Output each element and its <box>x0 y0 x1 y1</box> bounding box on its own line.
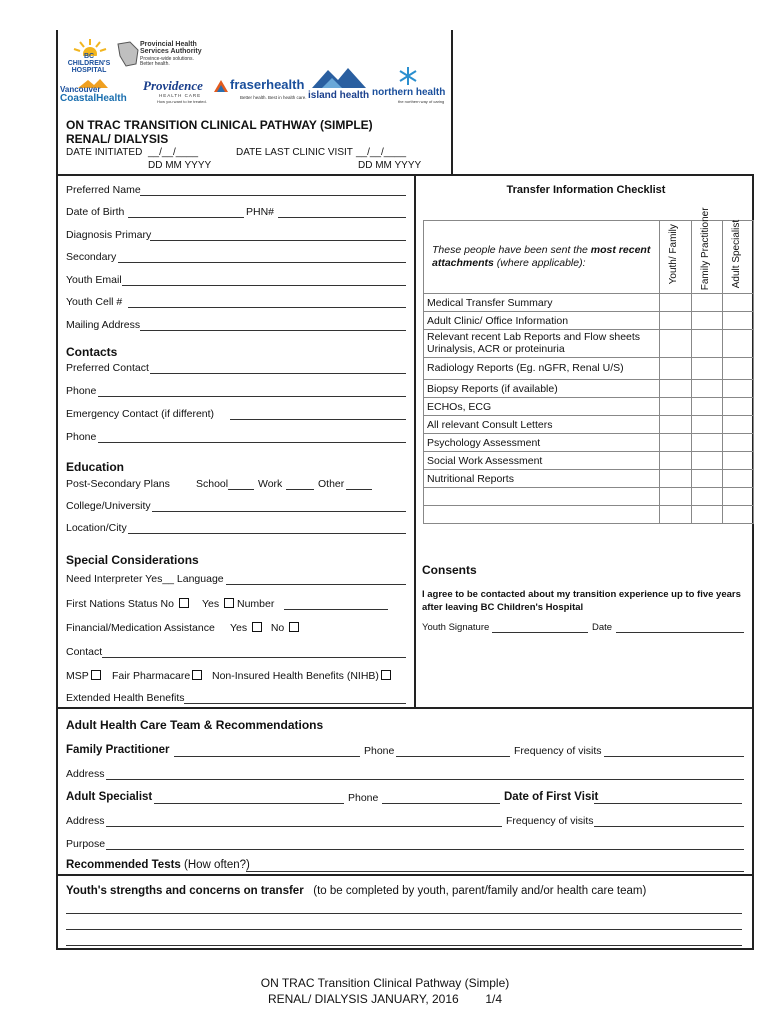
youth-signature-field[interactable] <box>492 632 588 633</box>
youth-checkbox[interactable] <box>660 452 691 470</box>
contact-field[interactable] <box>102 657 406 658</box>
family-practitioner-label: Family Practitioner <box>66 744 170 756</box>
adult-checkbox[interactable] <box>722 488 753 506</box>
page-number: 1/4 <box>485 992 503 1006</box>
college-field[interactable] <box>152 511 406 512</box>
education-heading: Education <box>66 460 125 474</box>
as-frequency-label: Frequency of visits <box>506 815 594 827</box>
strengths-section-border <box>56 874 754 876</box>
page-subtitle: RENAL/ DIALYSIS <box>66 132 169 146</box>
checklist-item: Nutritional Reports <box>424 470 660 488</box>
checklist-item: Medical Transfer Summary <box>424 294 660 312</box>
fraser-name: fraserhealth <box>230 77 305 92</box>
header-divider <box>451 30 453 174</box>
adult-checkbox[interactable] <box>722 294 753 312</box>
date-initiated-format: DD MM YYYY <box>148 160 212 171</box>
dob-field[interactable] <box>128 217 244 218</box>
strengths-heading <box>66 885 646 897</box>
checklist-blank-row <box>424 506 660 524</box>
left-border <box>56 30 58 950</box>
checklist-item: Social Work Assessment <box>424 452 660 470</box>
youth-checkbox[interactable] <box>660 506 691 524</box>
fraserhealth-logo <box>212 74 308 104</box>
location-label: Location/City <box>66 522 127 534</box>
emergency-contact-field[interactable] <box>230 419 406 420</box>
strengths-note: (to be completed by youth, parent/family and/or health care team) <box>313 885 647 897</box>
contact-label: Contact <box>66 646 103 658</box>
youth-email-label: Youth Email <box>66 274 122 286</box>
phsa-tagline1: Province-wide solutions. <box>140 56 194 62</box>
diagnosis-primary-field[interactable] <box>150 240 406 241</box>
financial-no-text: No <box>270 622 285 634</box>
providence-sub: HEALTH CARE <box>159 93 202 98</box>
preferred-contact-field[interactable] <box>150 373 406 374</box>
strengths-line-2[interactable] <box>66 929 742 930</box>
preferred-name-field[interactable] <box>140 195 406 196</box>
date-first-visit-field[interactable] <box>594 803 742 804</box>
checklist-item <box>424 330 660 358</box>
fraser-leaf-icon <box>212 78 230 94</box>
interpreter-label: Need Interpreter Yes__ Language <box>66 573 224 585</box>
adult-checkbox[interactable] <box>722 470 753 488</box>
checklist-table <box>423 207 754 524</box>
adult-checkbox[interactable] <box>722 358 753 380</box>
fp-frequency-field[interactable] <box>604 756 744 757</box>
other-field[interactable] <box>346 489 372 490</box>
nihb-checkbox[interactable] <box>381 670 391 680</box>
special-heading: Special Considerations <box>66 553 199 567</box>
urinalysis-text: Urinalysis, ACR or proteinuria <box>427 342 565 355</box>
diagnosis-primary-label: Diagnosis Primary <box>66 229 152 241</box>
how-often-text: (How often?) <box>184 859 250 871</box>
bcch-line3: HOSPITAL <box>71 67 107 74</box>
fair-pharmacare-text: Fair Pharmacare <box>112 670 191 682</box>
youth-checkbox[interactable] <box>660 470 691 488</box>
consent-date-field[interactable] <box>616 632 744 633</box>
vch-line2: CoastalHealth <box>60 93 127 104</box>
phn-field[interactable] <box>278 217 406 218</box>
school-label: School <box>196 478 229 490</box>
fraser-tagline: Better health. Best in health care. <box>240 95 307 100</box>
footer-line2 <box>0 992 770 1006</box>
adult-specialist-field[interactable] <box>154 803 344 804</box>
work-label: Work <box>258 478 283 490</box>
mailing-address-label: Mailing Address <box>66 319 141 331</box>
msp-text: MSP <box>66 670 89 682</box>
bc-map-icon <box>116 40 140 68</box>
phsa-line1: Provincial Health <box>140 41 197 48</box>
date-last-clinic-label: DATE LAST CLINIC VISIT <box>236 147 353 158</box>
first-nations-yes-text: Yes <box>202 598 220 610</box>
family-practitioner-field[interactable] <box>174 756 360 757</box>
checklist-blank-row <box>424 488 660 506</box>
providence-tagline: How you want to be treated. <box>157 99 207 104</box>
adult-checkbox[interactable] <box>722 416 753 434</box>
post-secondary-label: Post-Secondary Plans <box>66 478 170 490</box>
phone1-label: Phone <box>66 385 97 397</box>
phone2-label: Phone <box>66 431 97 443</box>
youth-checkbox[interactable] <box>660 294 691 312</box>
nihb-text: Non-Insured Health Benefits (NIHB) <box>212 670 379 682</box>
as-phone-field[interactable] <box>382 803 500 804</box>
intro-plain: These people have been sent the <box>432 243 591 256</box>
youth-checkbox[interactable] <box>660 398 691 416</box>
lab-reports-text: Relevant recent Lab Reports and Flow sheets <box>427 331 641 343</box>
strengths-line-3[interactable] <box>66 945 742 946</box>
date-last-clinic-field[interactable]: __/__/____ <box>356 147 407 158</box>
checklist-item: Radiology Reports (Eg. nGFR, Renal U/S) <box>424 358 660 380</box>
phsa-logo <box>116 40 206 70</box>
date-first-visit-label: Date of First Visit <box>504 791 599 803</box>
bcch-line2: CHILDREN'S <box>67 60 111 67</box>
family-checkbox[interactable] <box>691 452 722 470</box>
secondary-field[interactable] <box>118 262 406 263</box>
msp-checkbox[interactable] <box>91 670 101 680</box>
phone2-field[interactable] <box>98 442 406 443</box>
first-nations-yes-checkbox[interactable] <box>224 598 234 608</box>
vch-line1: Vancouver <box>60 85 101 94</box>
island-name: island health <box>308 90 370 101</box>
family-checkbox[interactable] <box>691 380 722 398</box>
date-initiated-label: DATE INITIATED <box>66 147 143 158</box>
youth-cell-field[interactable] <box>128 307 406 308</box>
consents-text: I agree to be contacted about my transition experience up to five years after leaving BC Children's Hospital <box>422 589 741 614</box>
strengths-line-1[interactable] <box>66 913 742 914</box>
checklist-item: All relevant Consult Letters <box>424 416 660 434</box>
mailing-address-field[interactable] <box>140 330 406 331</box>
first-nations-text: First Nations Status No <box>66 598 174 610</box>
fp-frequency-label: Frequency of visits <box>514 745 602 757</box>
youth-cell-label: Youth Cell # <box>66 296 123 308</box>
secondary-label: Secondary <box>66 251 117 263</box>
col-adult-label: Adult Specialist <box>730 219 742 289</box>
dob-label: Date of Birth <box>66 206 125 218</box>
as-address-field[interactable] <box>106 826 502 827</box>
adult-checkbox[interactable] <box>722 506 753 524</box>
intro-plain2: (where applicable): <box>493 257 586 269</box>
column-divider <box>414 174 416 708</box>
family-checkbox[interactable] <box>691 312 722 330</box>
footer-line1: ON TRAC Transition Clinical Pathway (Simple) <box>260 976 510 990</box>
fp-phone-label: Phone <box>364 745 395 757</box>
youth-checkbox[interactable] <box>660 330 691 358</box>
work-field[interactable] <box>286 489 314 490</box>
family-checkbox[interactable] <box>691 488 722 506</box>
first-nations-label <box>66 598 189 610</box>
college-label: College/University <box>66 500 151 512</box>
checklist-item: Biopsy Reports (if available) <box>424 380 660 398</box>
vch-logo <box>60 78 140 104</box>
family-checkbox[interactable] <box>691 398 722 416</box>
checklist-item: Psychology Assessment <box>424 434 660 452</box>
col-family-header <box>691 207 722 294</box>
date-last-clinic-format: DD MM YYYY <box>358 160 422 171</box>
fair-pharmacare-label <box>112 670 202 682</box>
col-youth-label: Youth/ Family <box>668 224 680 285</box>
adult-checkbox[interactable] <box>722 312 753 330</box>
youth-checkbox[interactable] <box>660 312 691 330</box>
number-label: Number <box>236 598 275 610</box>
purpose-label: Purpose <box>66 838 106 850</box>
fair-pharmacare-checkbox[interactable] <box>192 670 202 680</box>
youth-email-field[interactable] <box>122 285 406 286</box>
financial-no-checkbox[interactable] <box>289 622 299 632</box>
financial-yes-checkbox[interactable] <box>252 622 262 632</box>
providence-logo <box>143 76 211 104</box>
col-adult-header <box>722 221 753 294</box>
emergency-contact-label: Emergency Contact (if different) <box>66 408 215 420</box>
recommended-tests-text: Recommended Tests <box>66 859 181 871</box>
consent-date-label: Date <box>592 622 613 633</box>
northern-name: northern health <box>372 87 446 98</box>
recommended-tests-field[interactable] <box>246 871 744 872</box>
family-checkbox[interactable] <box>691 358 722 380</box>
family-checkbox[interactable] <box>691 416 722 434</box>
as-address-label: Address <box>66 815 105 827</box>
northern-tagline: the northern way of caring <box>398 99 445 104</box>
snowflake-icon <box>398 66 418 86</box>
consents-heading: Consents <box>422 563 477 577</box>
bcch-line1: BC <box>83 53 95 60</box>
adult-checkbox[interactable] <box>722 330 753 358</box>
msp-label <box>66 670 101 682</box>
northern-health-logo <box>372 66 450 104</box>
date-initiated-field[interactable]: __/__/____ <box>148 147 199 158</box>
youth-signature-label: Youth Signature <box>422 622 490 633</box>
fp-phone-field[interactable] <box>396 756 510 757</box>
adult-section-border <box>56 707 754 709</box>
youth-checkbox[interactable] <box>660 434 691 452</box>
nihb-label <box>212 670 391 682</box>
phone1-field[interactable] <box>98 396 406 397</box>
bcch-logo <box>64 38 114 72</box>
fp-address-field[interactable] <box>106 779 744 780</box>
footer-line2-text: RENAL/ DIALYSIS JANUARY, 2016 <box>267 992 459 1006</box>
checklist-item: ECHOs, ECG <box>424 398 660 416</box>
extended-benefits-field[interactable] <box>184 703 406 704</box>
adult-checkbox[interactable] <box>722 434 753 452</box>
island-mountains-icon <box>312 66 366 88</box>
financial-label: Financial/Medication Assistance <box>66 622 215 634</box>
contacts-heading: Contacts <box>66 345 118 359</box>
first-nations-yes <box>202 598 274 610</box>
bottom-border <box>56 948 754 950</box>
checklist-item: Adult Clinic/ Office Information <box>424 312 660 330</box>
preferred-name-label: Preferred Name <box>66 184 141 196</box>
extended-benefits-label: Extended Health Benefits <box>66 692 185 704</box>
family-checkbox[interactable] <box>691 470 722 488</box>
financial-yes <box>230 622 299 634</box>
phn-label: PHN# <box>246 206 275 218</box>
page-title: ON TRAC TRANSITION CLINICAL PATHWAY (SIMPLE) <box>66 118 373 132</box>
financial-yes-text: Yes <box>230 622 248 634</box>
adult-checkbox[interactable] <box>722 398 753 416</box>
providence-name: Providence <box>143 78 203 93</box>
preferred-contact-label: Preferred Contact <box>66 362 149 374</box>
as-phone-label: Phone <box>348 792 379 804</box>
family-checkbox[interactable] <box>691 434 722 452</box>
purpose-field[interactable] <box>106 849 744 850</box>
col-family-label: Family Practitioner <box>699 207 711 291</box>
location-field[interactable] <box>128 533 406 534</box>
phsa-line2: Services Authority <box>140 48 202 55</box>
youth-checkbox[interactable] <box>660 380 691 398</box>
intro-bold: most recent attachments <box>432 243 651 269</box>
adult-checkbox[interactable] <box>722 380 753 398</box>
phsa-tagline2: Better health. <box>140 61 170 67</box>
adult-team-heading: Adult Health Care Team & Recommendations <box>66 718 324 732</box>
fp-address-label: Address <box>66 768 105 780</box>
adult-specialist-label: Adult Specialist <box>66 791 153 803</box>
language-field[interactable] <box>226 584 406 585</box>
youth-checkbox[interactable] <box>660 488 691 506</box>
island-health-logo <box>308 66 370 104</box>
youth-checkbox[interactable] <box>660 358 691 380</box>
recommended-tests-label <box>66 859 250 871</box>
col-youth-header <box>660 221 691 294</box>
first-nations-no-checkbox[interactable] <box>179 598 189 608</box>
family-checkbox[interactable] <box>691 506 722 524</box>
family-checkbox[interactable] <box>691 330 722 358</box>
other-label: Other <box>318 478 345 490</box>
adult-checkbox[interactable] <box>722 452 753 470</box>
checklist-title: Transfer Information Checklist <box>506 184 666 196</box>
as-frequency-field[interactable] <box>594 826 744 827</box>
strengths-heading-text: Youth's strengths and concerns on transfer <box>66 885 304 897</box>
header-bottom-border <box>56 174 754 176</box>
family-checkbox[interactable] <box>691 294 722 312</box>
school-field[interactable] <box>228 489 254 490</box>
checklist-intro <box>424 221 660 294</box>
number-field[interactable] <box>284 609 388 610</box>
youth-checkbox[interactable] <box>660 416 691 434</box>
